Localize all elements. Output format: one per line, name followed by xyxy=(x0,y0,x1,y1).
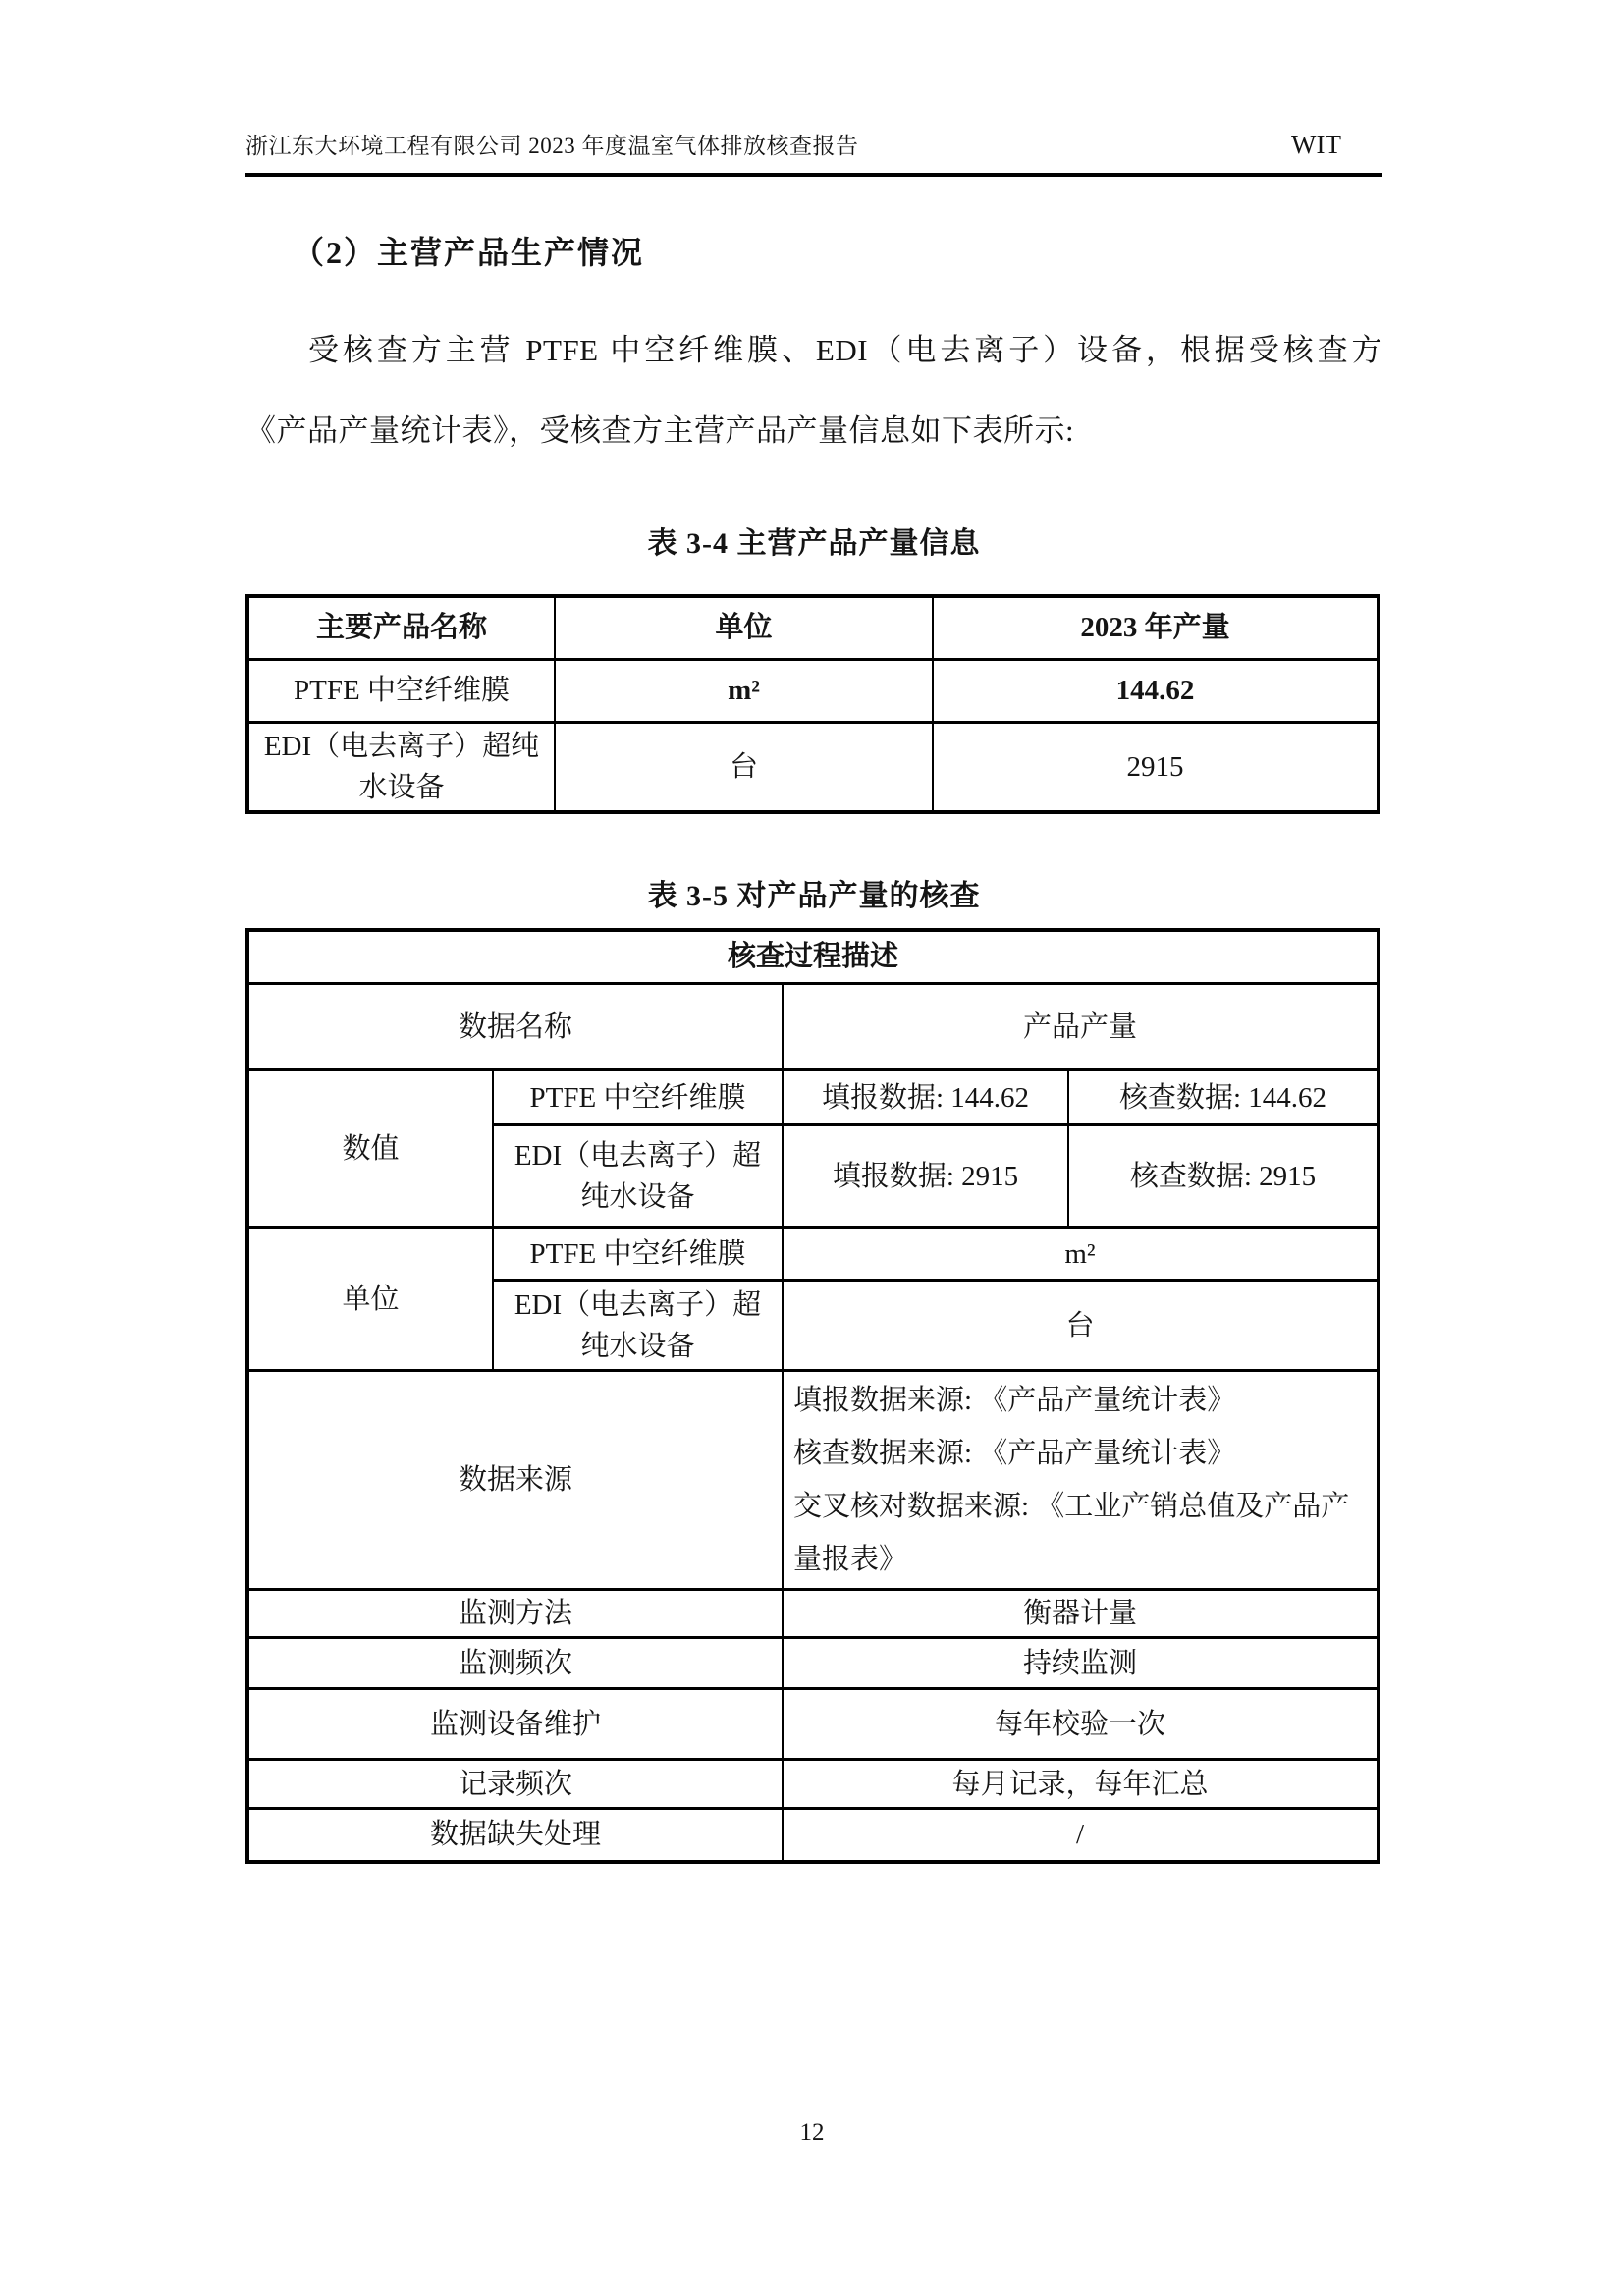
t35-value-ptfe-product: PTFE 中空纤维膜 xyxy=(493,1070,783,1125)
table-row xyxy=(247,1371,1379,1590)
table-row xyxy=(247,1590,1379,1638)
t35-source-label: 数据来源 xyxy=(247,1371,783,1590)
paragraph-line-2: 《产品产量统计表》，受核查方主营产品产量信息如下表所示: xyxy=(245,413,1075,448)
t34-ptfe-name: PTFE 中空纤维膜 xyxy=(247,659,555,722)
t35-record-freq-label: 记录频次 xyxy=(247,1760,783,1809)
t35-missing-data-label: 数据缺失处理 xyxy=(247,1809,783,1862)
section-heading: （2）主营产品生产情况 xyxy=(293,235,645,270)
t34-header-output-2023: 2023 年产量 xyxy=(933,596,1379,659)
t34-edi-output: 2915 xyxy=(933,722,1379,812)
t35-unit-edi-product: EDI（电去离子）超纯水设备 xyxy=(493,1281,783,1371)
table35-title: 表 3-5 对产品产量的核查 xyxy=(647,879,981,912)
header-report-title: 浙江东大环境工程有限公司 2023 年度温室气体排放核查报告 xyxy=(245,134,859,158)
t35-monitor-freq-value: 持续监测 xyxy=(783,1638,1379,1689)
t35-unit-ptfe-unit: m² xyxy=(783,1228,1379,1281)
t35-value-edi-verified: 核查数据: 2915 xyxy=(1068,1125,1379,1228)
table34-title: 表 3-4 主营产品产量信息 xyxy=(647,527,981,560)
table-row xyxy=(247,1228,1379,1281)
table-row xyxy=(247,722,1379,812)
table-row xyxy=(247,1638,1379,1689)
t35-monitor-freq-label: 监测频次 xyxy=(247,1638,783,1689)
t35-unit-edi-unit: 台 xyxy=(783,1281,1379,1371)
header-divider-rule xyxy=(245,173,1382,177)
t35-value-section-label: 数值 xyxy=(247,1070,493,1228)
table-row xyxy=(247,930,1379,984)
paragraph-line-1: 受核查方主营 PTFE 中空纤维膜、EDI（电去离子）设备，根据受核查方 xyxy=(308,333,1382,367)
t35-data-name-value: 产品产量 xyxy=(783,984,1379,1070)
t35-unit-ptfe-product: PTFE 中空纤维膜 xyxy=(493,1228,783,1281)
page-number: 12 xyxy=(799,2119,825,2146)
table-row xyxy=(247,1689,1379,1760)
page-footer xyxy=(0,2119,1624,2147)
t35-source-line-verified: 核查数据来源: 《产品产量统计表》 xyxy=(793,1438,1236,1469)
t34-edi-name: EDI（电去离子）超纯水设备 xyxy=(247,722,555,812)
t35-value-ptfe-reported: 填报数据: 144.62 xyxy=(783,1070,1068,1125)
table35-verification xyxy=(245,928,1380,1864)
table34-production-info xyxy=(245,594,1380,814)
t34-header-product-name: 主要产品名称 xyxy=(247,596,555,659)
table-row xyxy=(247,1760,1379,1809)
table-row xyxy=(247,659,1379,722)
t35-device-maintenance-value: 每年校验一次 xyxy=(783,1689,1379,1760)
t35-process-header: 核查过程描述 xyxy=(247,930,1379,984)
table-row xyxy=(247,596,1379,659)
t34-ptfe-unit: m² xyxy=(555,659,933,722)
t35-data-name-label: 数据名称 xyxy=(247,984,783,1070)
t35-unit-section-label: 单位 xyxy=(247,1228,493,1371)
page-header xyxy=(245,128,1382,160)
t35-source-line-cross-check: 交叉核对数据来源: 《工业产销总值及产品产量报表》 xyxy=(793,1491,1350,1575)
t34-header-unit: 单位 xyxy=(555,596,933,659)
intro-paragraph xyxy=(245,332,1382,450)
t35-missing-data-value: / xyxy=(783,1809,1379,1862)
t35-monitor-method-value: 衡器计量 xyxy=(783,1590,1379,1638)
page-content xyxy=(245,228,1382,1864)
t35-value-ptfe-verified: 核查数据: 144.62 xyxy=(1068,1070,1379,1125)
t35-value-edi-reported: 填报数据: 2915 xyxy=(783,1125,1068,1228)
t35-source-line-reported: 填报数据来源: 《产品产量统计表》 xyxy=(793,1385,1236,1416)
t35-device-maintenance-label: 监测设备维护 xyxy=(247,1689,783,1760)
table-row xyxy=(247,1809,1379,1862)
t35-value-edi-product: EDI（电去离子）超纯水设备 xyxy=(493,1125,783,1228)
t35-source-value xyxy=(783,1371,1379,1590)
t34-edi-unit: 台 xyxy=(555,722,933,812)
t35-monitor-method-label: 监测方法 xyxy=(247,1590,783,1638)
t35-record-freq-value: 每月记录，每年汇总 xyxy=(783,1760,1379,1809)
header-wit-label: WIT xyxy=(1291,130,1341,159)
table-row xyxy=(247,984,1379,1070)
table-row xyxy=(247,1070,1379,1125)
t34-ptfe-output: 144.62 xyxy=(933,659,1379,722)
